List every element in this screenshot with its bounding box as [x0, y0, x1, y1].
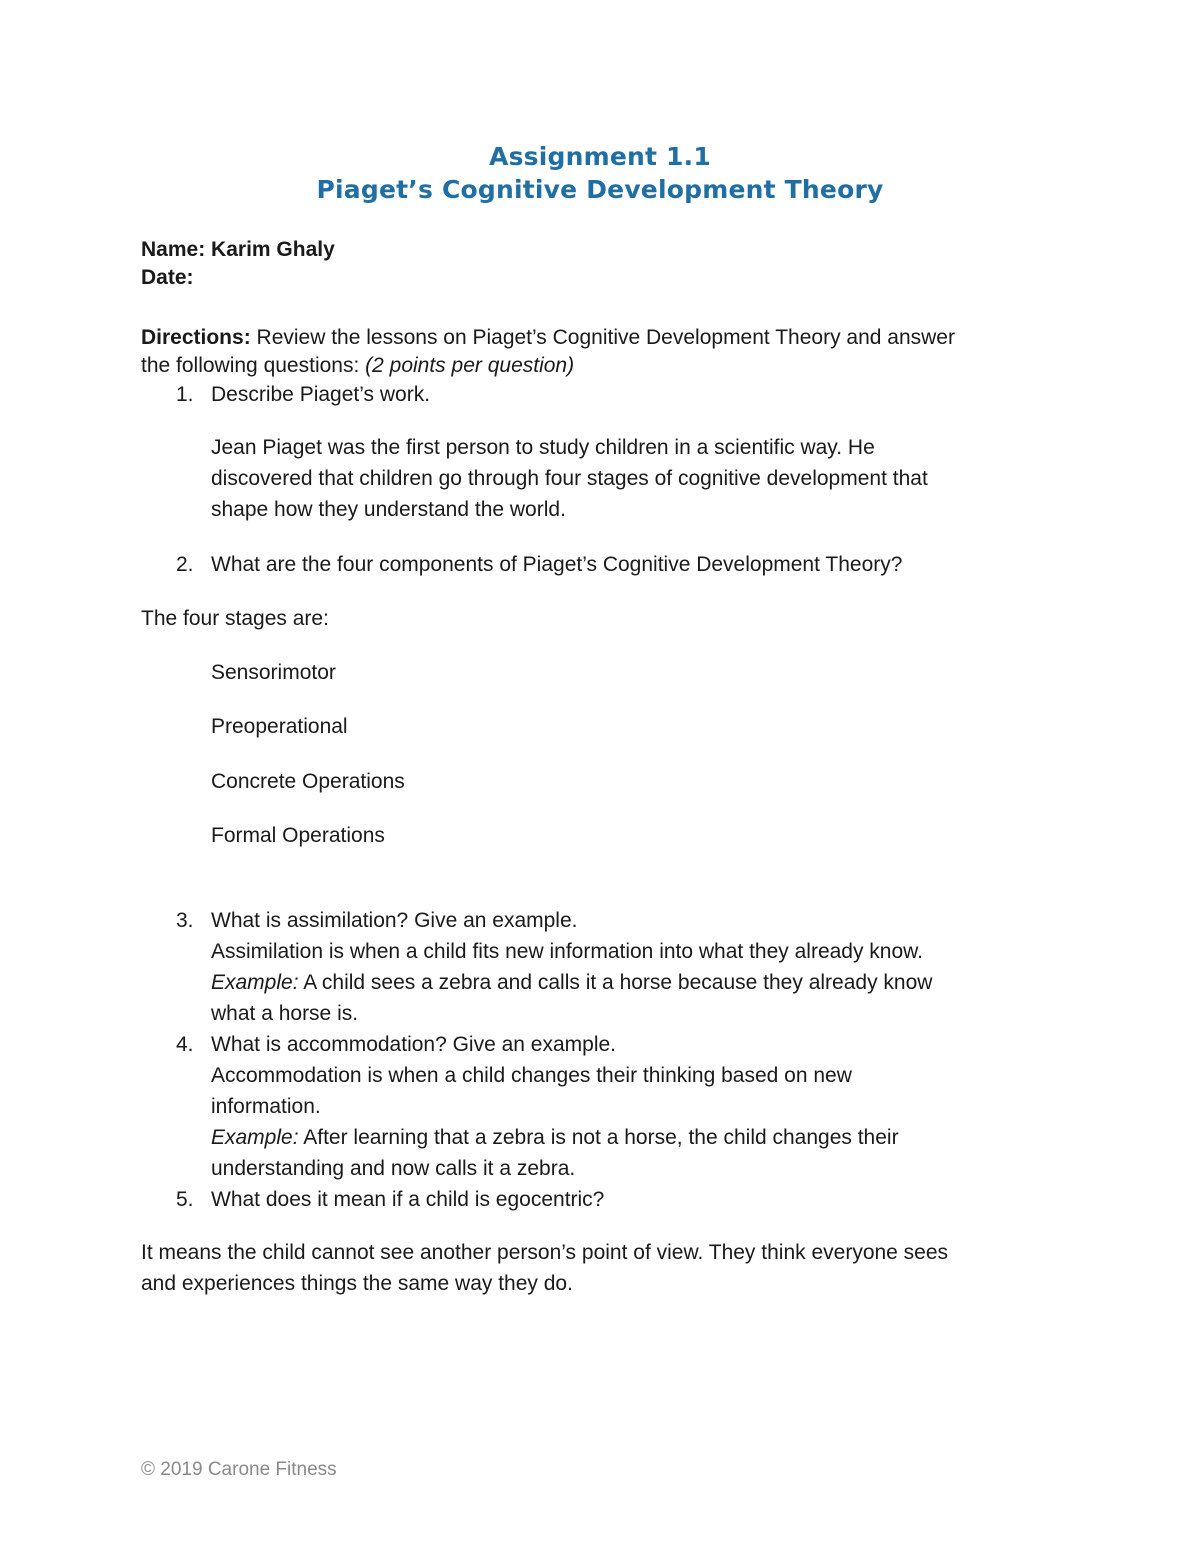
- q4-example-text-1: After learning that a zebra is not a horse, the child changes their: [298, 1126, 899, 1149]
- q1-number: 1.: [176, 383, 194, 406]
- stage-item: Preoperational: [211, 715, 348, 738]
- q4-answer-line-1: Accommodation is when a child changes their thinking based on new: [211, 1064, 852, 1087]
- q5-question: What does it mean if a child is egocentric?: [211, 1188, 605, 1211]
- stage-item: Sensorimotor: [211, 661, 336, 684]
- assignment-title: Assignment 1.1: [489, 142, 711, 171]
- q1-answer-line: discovered that children go through four stages of cognitive development that: [211, 467, 928, 490]
- stage-item: Concrete Operations: [211, 770, 405, 793]
- q3-answer: Assimilation is when a child fits new information into what they already know.: [211, 940, 924, 963]
- q1-answer-line: Jean Piaget was the first person to study children in a scientific way. He: [211, 436, 875, 459]
- name-label: Name:: [141, 238, 206, 261]
- directions-text-1: Review the lessons on Piaget’s Cognitive Development Theory and answer: [250, 326, 955, 349]
- q4-number: 4.: [176, 1033, 194, 1056]
- q4-question: What is accommodation? Give an example.: [211, 1033, 617, 1056]
- name-line: [141, 234, 335, 265]
- q1-answer-line: shape how they understand the world.: [211, 498, 566, 521]
- assignment-subtitle: Piaget’s Cognitive Development Theory: [316, 175, 884, 204]
- q3-example-text-1: A child sees a zebra and calls it a horse because they already know: [298, 971, 933, 994]
- date-label: Date:: [141, 266, 194, 289]
- q2-number: 2.: [176, 553, 194, 576]
- q2-intro: The four stages are:: [141, 607, 329, 630]
- directions-line-2: [141, 350, 574, 381]
- q4-example-line-1: [211, 1122, 899, 1153]
- q3-question: What is assimilation? Give an example.: [211, 909, 578, 932]
- directions-text-2: the following questions:: [141, 354, 366, 377]
- q5-answer-line: and experiences things the same way they do.: [141, 1272, 573, 1295]
- q1-question: Describe Piaget’s work.: [211, 383, 431, 406]
- footer-copyright: © 2019 Carone Fitness: [141, 1459, 337, 1480]
- directions-label: Directions:: [141, 326, 251, 349]
- q4-example-text-2: understanding and now calls it a zebra.: [211, 1157, 576, 1180]
- q3-number: 3.: [176, 909, 194, 932]
- q3-example-text-2: what a horse is.: [211, 1002, 359, 1025]
- q2-question: What are the four components of Piaget’s Cognitive Development Theory?: [211, 553, 903, 576]
- q3-example-label: Example:: [211, 971, 299, 994]
- name-value: Karim Ghaly: [211, 238, 335, 261]
- q5-answer-line: It means the child cannot see another person’s point of view. They think everyone sees: [141, 1241, 949, 1264]
- q4-answer-line-2: information.: [211, 1095, 321, 1118]
- stage-item: Formal Operations: [211, 824, 385, 847]
- q4-example-label: Example:: [211, 1126, 299, 1149]
- directions-line-1: [141, 322, 955, 353]
- q5-number: 5.: [176, 1188, 194, 1211]
- q3-example-line-1: [211, 967, 932, 998]
- directions-points: (2 points per question): [365, 354, 575, 377]
